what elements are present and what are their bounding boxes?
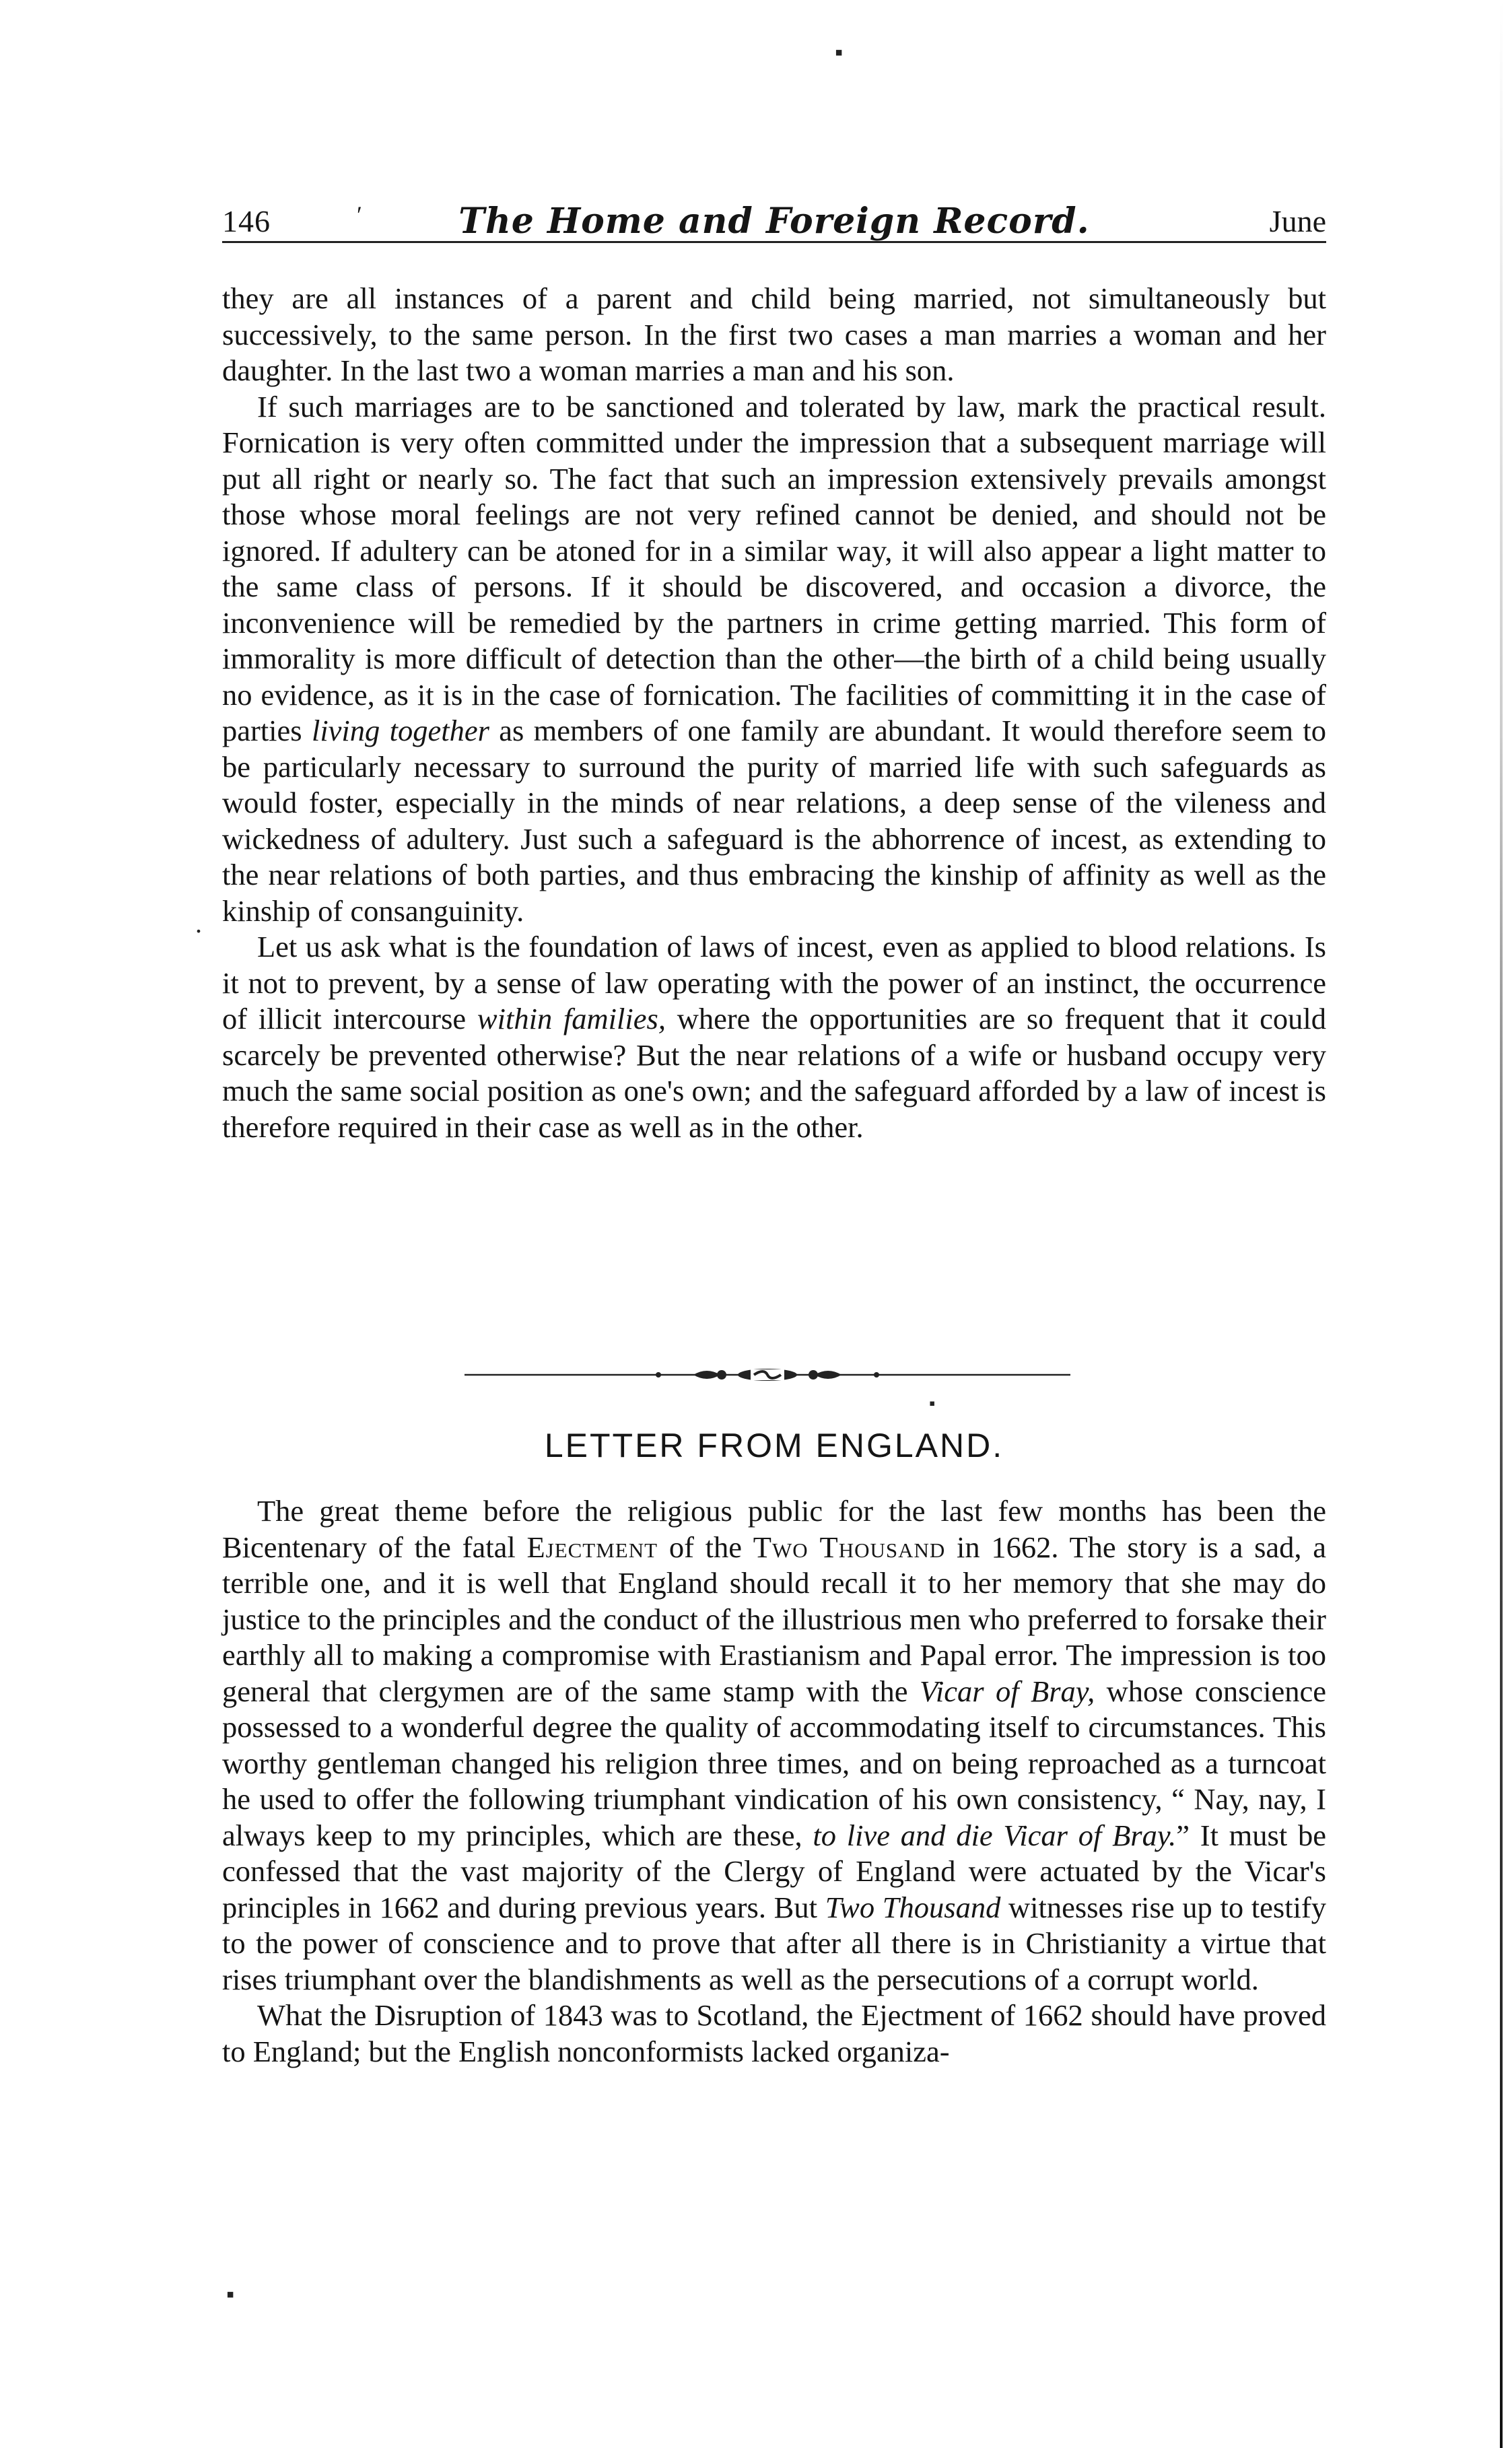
paragraph [222,389,1326,930]
italic-phrase: living together [311,714,489,747]
paragraph-text: in 1662. The story is a sad, a terrible one, and it is well that England should recall it to her memory that she may do justice to the principles and the conduct of the illustrious men who preferred to forsake their earthly all to making a compromise with Erastianism and Papal error. The impression is too general that clergymen are of the same stamp with the [222,1530,1327,1708]
paragraph-text: where the opportunities are so frequent that it could scarcely be prevented otherwise? But the near relations of a wife or husband occupy very much the same social position as one's own; and the safeguard afforded by a law of incest is therefore required in their case as well as in the other. [222,1002,1327,1144]
italic-phrase: Two Thousand [825,1890,1001,1924]
paragraph-text: ” It must be confessed that the vast majority of the Clergy of England were actuated by the Vicar's principles in 1662 and during previous years. But [222,1818,1326,1924]
running-header [222,201,1326,243]
small-caps-phrase: Ejectment [526,1530,658,1564]
top-ink-mark: ▪ [835,40,844,65]
paragraph-text: Let us ask what is the foundation of laws of incest, even as applied to blood relations. Is it not to prevent, by a sense of law operating with the power of an instinct, the occurrence of illicit intercourse [222,930,1326,1035]
italic-phrase: to live and die Vicar of Bray. [813,1818,1177,1852]
page-edge [1500,0,1503,2448]
margin-mark: . [195,908,202,939]
header-month: June [1269,204,1326,238]
tick-mark: ′ [357,201,362,228]
italic-phrase: within families, [477,1002,666,1035]
running-title: The Home and Foreign Record. [458,201,1090,242]
paragraph [222,929,1326,1145]
letter-body [222,1493,1326,2070]
paragraph-text: The great theme before the religious public for the last few months has been the Bicentenary of the fatal [222,1494,1326,1564]
stray-mark: ▪ [929,1394,936,1413]
ornamental-rule-icon [465,1361,1070,1388]
paragraph-text: as members of one family are abundant. It would therefore seem to be particularly necessary to surround the purity of married life with such safeguards as would foster, especially in the minds of near relations, a deep sense of the vileness and wickedness of adultery. Just such a safeguard is the abhorrence of incest, as extending to the near relations of both parties, and thus embracing the kinship of affinity as well as the kinship of consanguinity. [222,714,1327,928]
paragraph-text: witnesses rise up to testify to the power of conscience and to prove that after all there is in Christianity a virtue that rises triumphant over the blandishments as well as the persecutions of a corrupt world. [222,1890,1327,1996]
paragraph-text: of the [668,1530,743,1564]
paragraph [222,281,1326,389]
small-caps-phrase: Two Thousand [753,1530,946,1564]
paragraph-text: they are all instances of a parent and child being married, not simultaneously but successively, to the same person. In the first two cases a man marries a woman and her daughter. In the last two a woman marries a man and his son. [222,281,1326,387]
section-title: LETTER FROM ENGLAND. [544,1427,1004,1464]
footer-ink-mark: ▪ [226,2282,235,2307]
article-continuation [222,281,1326,1145]
paragraph-text: What the Disruption of 1843 was to Scotland, the Ejectment of 1662 should have proved to England; but the English nonconformists lacked organiza- [222,1998,1326,2068]
paragraph-text: If such marriages are to be sanctioned and tolerated by law, mark the practical result. Fornication is very often committed under the impression that a subsequent marriage will put all right or nearly so. The fact that such an impression extensively prevails amongst those whose moral feelings are not very refined cannot be denied, and should not be ignored. If adultery can be atoned for in a similar way, it will also appear a light matter to the same class of persons. If it should be discovered, and occasion a divorce, the inconvenience will be remedied by the partners in crime getting married. This form of immorality is more difficult of detection than the other—the birth of a child being usually no evidence, as it is in the case of fornication. The facilities of committing it in the case of parties [222,389,1326,747]
section-divider [465,1361,1070,1388]
paragraph [222,1493,1326,1998]
paragraph-text: whose conscience possessed to a wonderful degree the quality of accommodating itself to circumstances. This worthy gentleman changed his religion three times, and on being reproached as a turncoat he used to offer the following triumphant vindication of his own consistency, “ Nay, nay, I always keep to my principles, which are these, [222,1674,1327,1852]
italic-phrase: Vicar of Bray, [920,1674,1095,1708]
page-number: 146 [222,204,271,238]
paragraph [222,1998,1326,2070]
